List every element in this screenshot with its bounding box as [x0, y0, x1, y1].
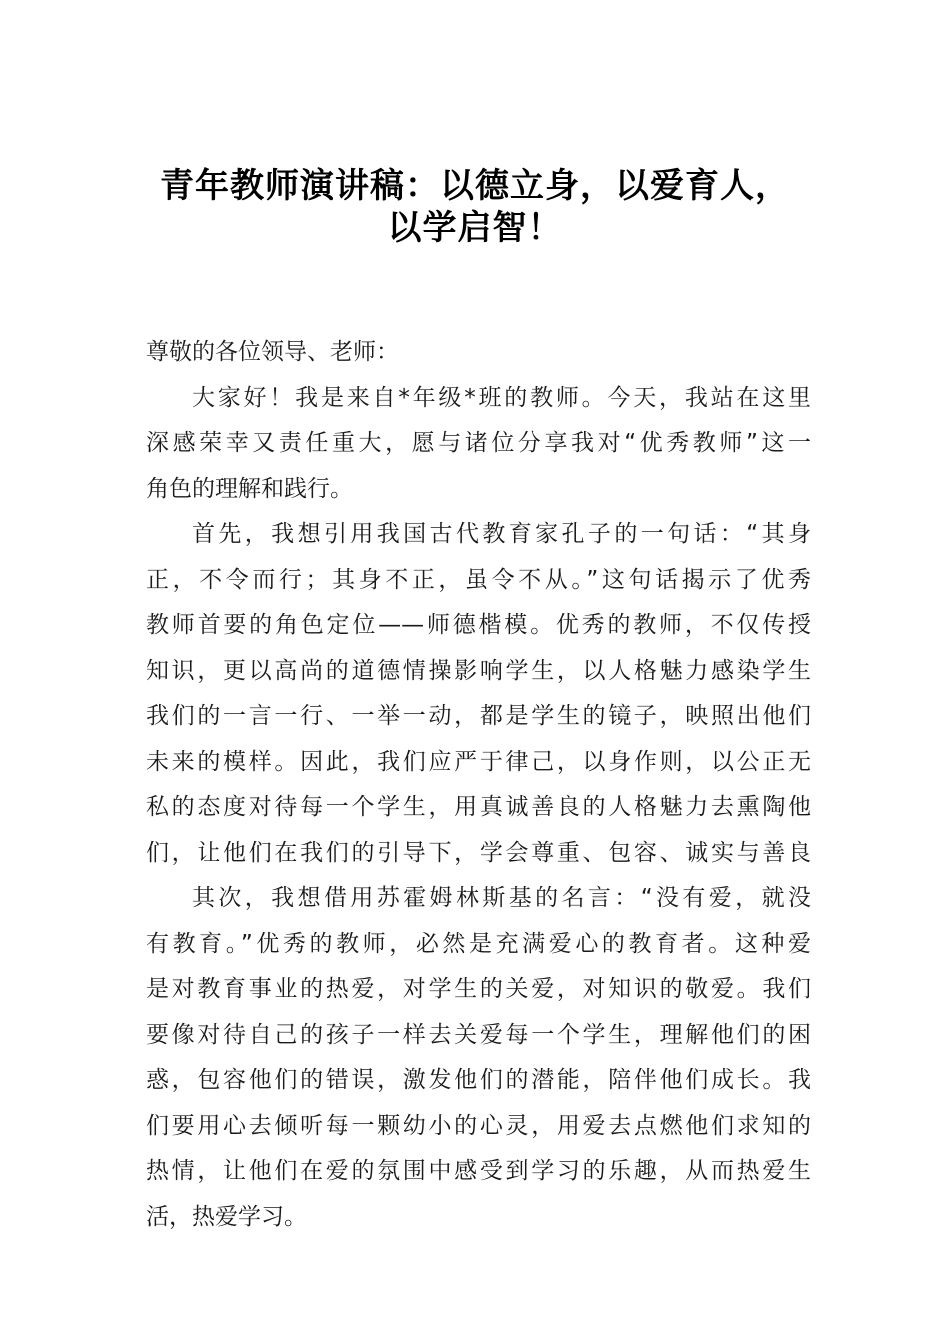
paragraph-3-line-5: 惑，包容他们的错误，激发他们的潜能，陪伴他们成长。我: [146, 1067, 811, 1093]
paragraph-2-line-1: 首先，我想引用我国古代教育家孔子的一句话：“其身: [192, 521, 811, 547]
paragraph-3-line-6: 们要用心去倾听每一颗幼小的心灵，用爱去点燃他们求知的: [146, 1112, 811, 1139]
document-title-line-1: 青年教师演讲稿：以德立身，以爱育人，: [160, 166, 790, 206]
paragraph-3-line-2: 有教育。”优秀的教师，必然是充满爱心的教育者。这种爱: [146, 930, 811, 957]
paragraph-1-line-1: 大家好！我是来自*年级*班的教师。今天，我站在这里: [192, 384, 811, 411]
document-title-line-2: 以学启智！: [387, 208, 563, 248]
paragraph-2-line-4: 知识，更以高尚的道德情操影响学生，以人格魅力感染学生: [146, 657, 811, 684]
paragraph-2-line-8: 们，让他们在我们的引导下，学会尊重、包容、诚实与善良: [146, 839, 811, 866]
paragraph-3-line-7: 热情，让他们在爱的氛围中感受到学习的乐趣，从而热爱生: [146, 1158, 811, 1184]
paragraph-3-line-3: 是对教育事业的热爱，对学生的关爱，对知识的敬爱。我们: [146, 976, 811, 1002]
paragraph-2-line-7: 私的态度对待每一个学生，用真诚善良的人格魅力去熏陶他: [146, 794, 811, 820]
paragraph-2-line-3: 教师首要的角色定位——师德楷模。优秀的教师，不仅传授: [146, 612, 811, 638]
document-body: [146, 330, 811, 1240]
paragraph-2-line-5: 我们的一言一行、一举一动，都是学生的镜子，映照出他们: [146, 703, 811, 729]
salutation: 尊敬的各位领导、老师：: [146, 339, 399, 365]
paragraph-2-line-6: 未来的模样。因此，我们应严于律己，以身作则，以公正无: [146, 748, 811, 775]
paragraph-1-line-3: 角色的理解和践行。: [146, 475, 353, 502]
paragraph-3-line-1: 其次，我想借用苏霍姆林斯基的名言：“没有爱，就没: [192, 885, 811, 911]
paragraph-3-line-8: 活，热爱学习。: [146, 1203, 307, 1230]
paragraph-3-line-4: 要像对待自己的孩子一样去关爱每一个学生，理解他们的困: [146, 1021, 811, 1048]
paragraph-1-line-2: 深感荣幸又责任重大，愿与诸位分享我对“优秀教师”这一: [146, 430, 811, 456]
paragraph-2-line-2: 正，不令而行；其身不正，虽令不从。”这句话揭示了优秀: [146, 566, 811, 593]
